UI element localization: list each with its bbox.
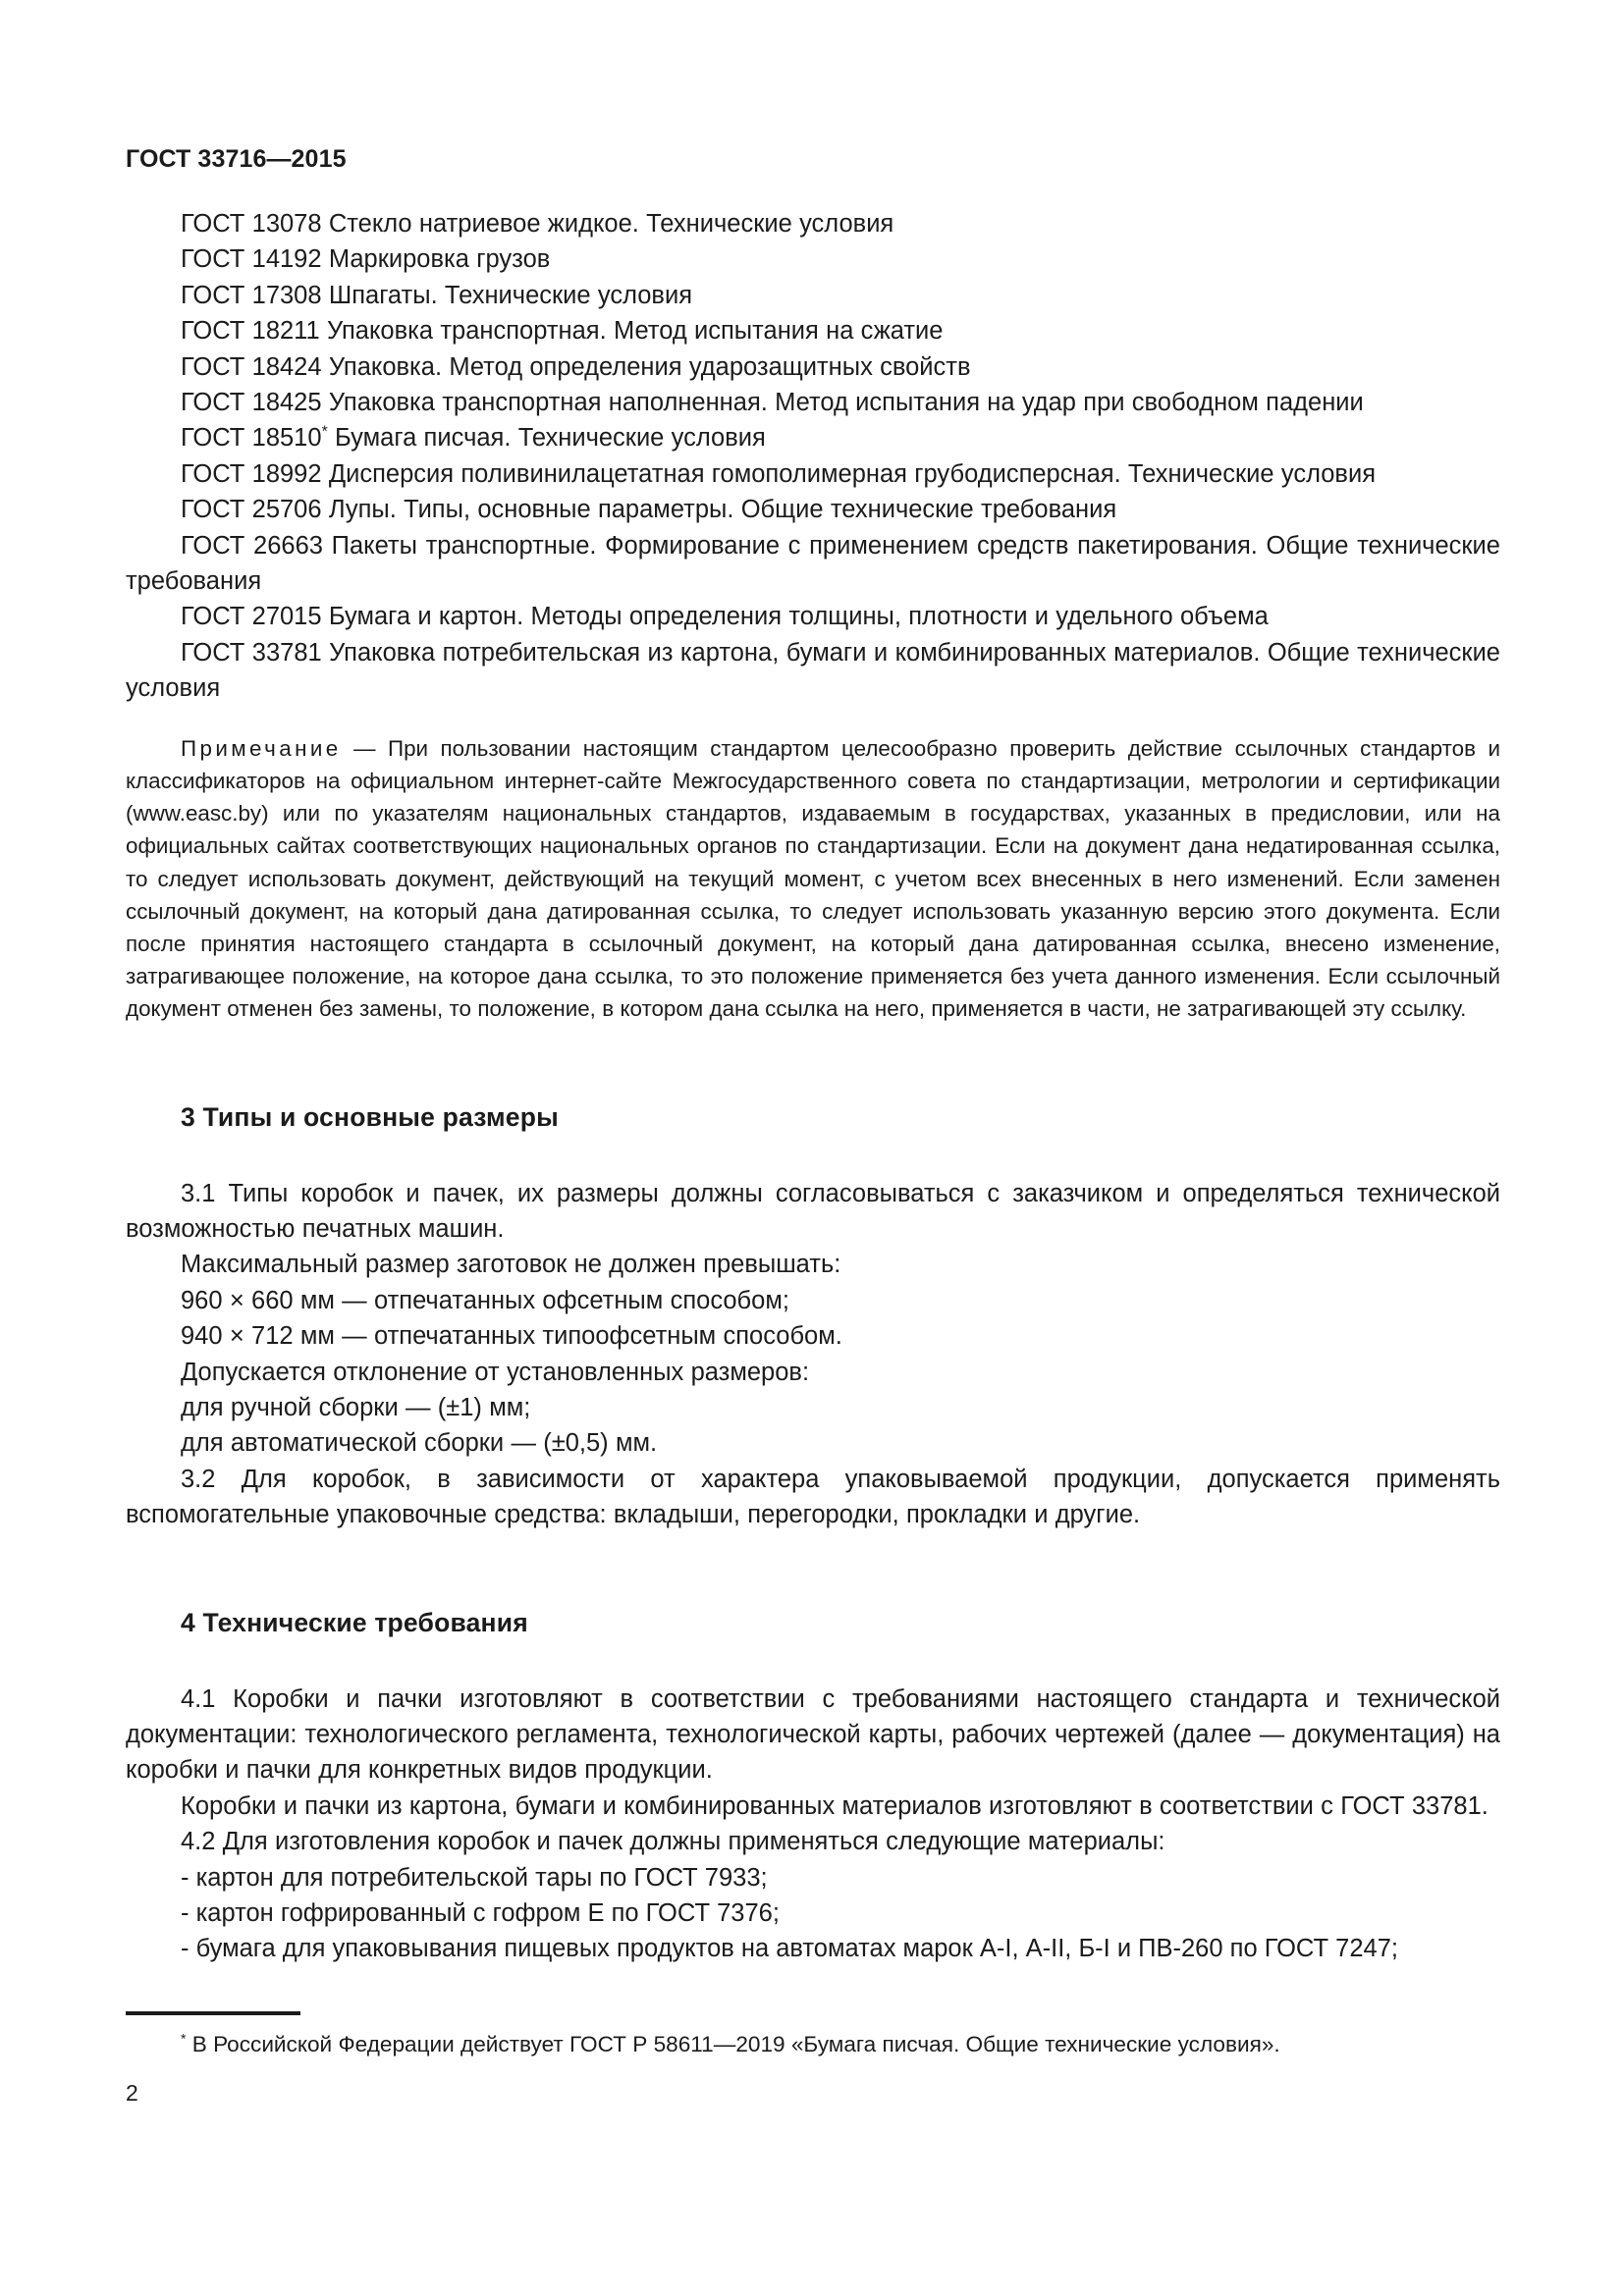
footnote-marker-icon: * [321,423,328,441]
reference-item: ГОСТ 33781 Упаковка потребительская из картона, бумаги и комбинированных материалов. Общие технические условия [126,638,1500,703]
reference-item: ГОСТ 18211 Упаковка транспортная. Метод испытания на сжатие [181,317,944,346]
paragraph-4-2: 4.2 Для изготовления коробок и пачек должны применяться следующие материалы: [181,1828,1165,1856]
reference-item: ГОСТ 17308 Шпагаты. Технические условия [181,281,693,309]
section-3-body [126,1176,1500,1533]
footnote-area [126,2011,1500,2060]
paragraph-size-typeoffset: 940 × 712 мм — отпечатанных типоофсетным способом. [181,1322,842,1351]
spacer [126,1638,1500,1682]
spacer [126,1026,1500,1102]
normative-references-list [126,206,1500,707]
paragraph-4-1: 4.1 Коробки и пачки изготовляют в соответствии с требованиями настоящего стандарта и технической документации: технологического регламента, технологической карты, рабочих чертежей (далее — документация) на коробки и пачки для конкретных видов продукции. [126,1684,1500,1785]
reference-item: ГОСТ 27015 Бумага и картон. Методы определения толщины, плотности и удельного объема [181,603,1269,631]
spacer [126,1533,1500,1608]
footnote-body: В Российской Федерации действует ГОСТ Р 58611—2019 «Бумага писчая. Общие технические условия». [186,2032,1280,2056]
reference-item: ГОСТ 13078 Стекло натриевое жидкое. Технические условия [181,210,894,238]
reference-item-with-footnote [126,420,1500,455]
paragraph-deviation-manual: для ручной сборки — (±1) мм; [181,1393,531,1421]
note-text: При пользовании настоящим стандартом целесообразно проверить действие ссылочных стандартов и классификаторов на официальном интернет-сайте Межгосударственного совета по стандартизации, метрологии и сертификации (www.easc.by) или по указателям национальных стандартов, издаваемым в государствах, указанных в предисловии, или на официальных сайтах соответствующих национальных органов по стандартизации. Если на документ дана недатированная ссылка, то следует использовать документ, действующий на текущий момент, с учетом всех внесенных в него изменений. Если заменен ссылочный документ, на который дана датированная ссылка, то следует использовать указанную версию этого документа. Если после принятия настоящего стандарта в ссылочный документ, на который дана датированная ссылка, внесено изменение, затрагивающее положение, на которое дана ссылка, то это положение применяется без учета данного изменения. Если ссылочный документ отменен без замены, то положение, в котором дана ссылка на него, применяется в части, не затрагивающей эту ссылку. [126,735,1500,1022]
note-dash: — [341,735,388,761]
page-body [126,206,1500,1967]
paragraph-3-1: 3.1 Типы коробок и пачек, их размеры должны согласовываться с заказчиком и определяться технической возможностью печатных машин. [126,1179,1500,1243]
section-heading-3: 3 Типы и основные размеры [181,1101,559,1132]
reference-item: ГОСТ 18992 Дисперсия поливинилацетатная гомополимерная грубодисперсная. Технические условия [181,459,1377,488]
reference-item: ГОСТ 18425 Упаковка транспортная наполненная. Метод испытания на удар при свободном падении [181,389,1364,417]
material-list-item: - картон гофрированный с гофром Е по ГОСТ 7376; [181,1899,780,1928]
note-label: Примечание [181,735,342,761]
reference-title: Бумага писчая. Технические условия [327,424,766,453]
reference-item: ГОСТ 25706 Лупы. Типы, основные параметры. Общие технические требования [181,496,1117,524]
paragraph-size-offset: 960 × 660 мм — отпечатанных офсетным способом; [181,1286,789,1314]
paragraph-deviation-intro: Допускается отклонение от установленных размеров: [181,1358,810,1386]
document-header-standard-number: ГОСТ 33716—2015 [126,145,347,173]
paragraph-3-2: 3.2 Для коробок, в зависимости от характера упаковываемой продукции, допускается применять вспомогательные упаковочные средства: вкладыши, перегородки, прокладки и другие. [126,1465,1500,1529]
note-block [126,707,1500,1026]
spacer [126,1133,1500,1176]
section-4-body [126,1682,1500,1967]
paragraph-max-size-intro: Максимальный размер заготовок не должен превышать: [181,1251,841,1279]
reference-number: ГОСТ 18510 [181,424,322,453]
page-number: 2 [126,2080,138,2106]
material-list-item: - бумага для упаковывания пищевых продуктов на автоматах марок А-I, А-II, Б-I и ПВ-260 по ГОСТ 7247; [181,1935,1398,1963]
section-heading-4: 4 Технические требования [181,1607,528,1637]
footnote-text [126,2029,1500,2060]
footnote-marker-icon: * [181,2030,187,2047]
footnote-separator-rule [126,2011,300,2015]
reference-item: ГОСТ 18424 Упаковка. Метод определения ударозащитных свойств [181,352,971,381]
paragraph-4-1-continued: Коробки и пачки из картона, бумаги и комбинированных материалов изготовляют в соответствии с ГОСТ 33781. [181,1791,1489,1820]
paragraph-deviation-automatic: для автоматической сборки — (±0,5) мм. [181,1429,658,1458]
material-list-item: - картон для потребительской тары по ГОСТ 7933; [181,1863,768,1892]
reference-item: ГОСТ 26663 Пакеты транспортные. Формирование с применением средств пакетирования. Общие технические требования [126,531,1500,596]
reference-item: ГОСТ 14192 Маркировка грузов [181,245,551,274]
